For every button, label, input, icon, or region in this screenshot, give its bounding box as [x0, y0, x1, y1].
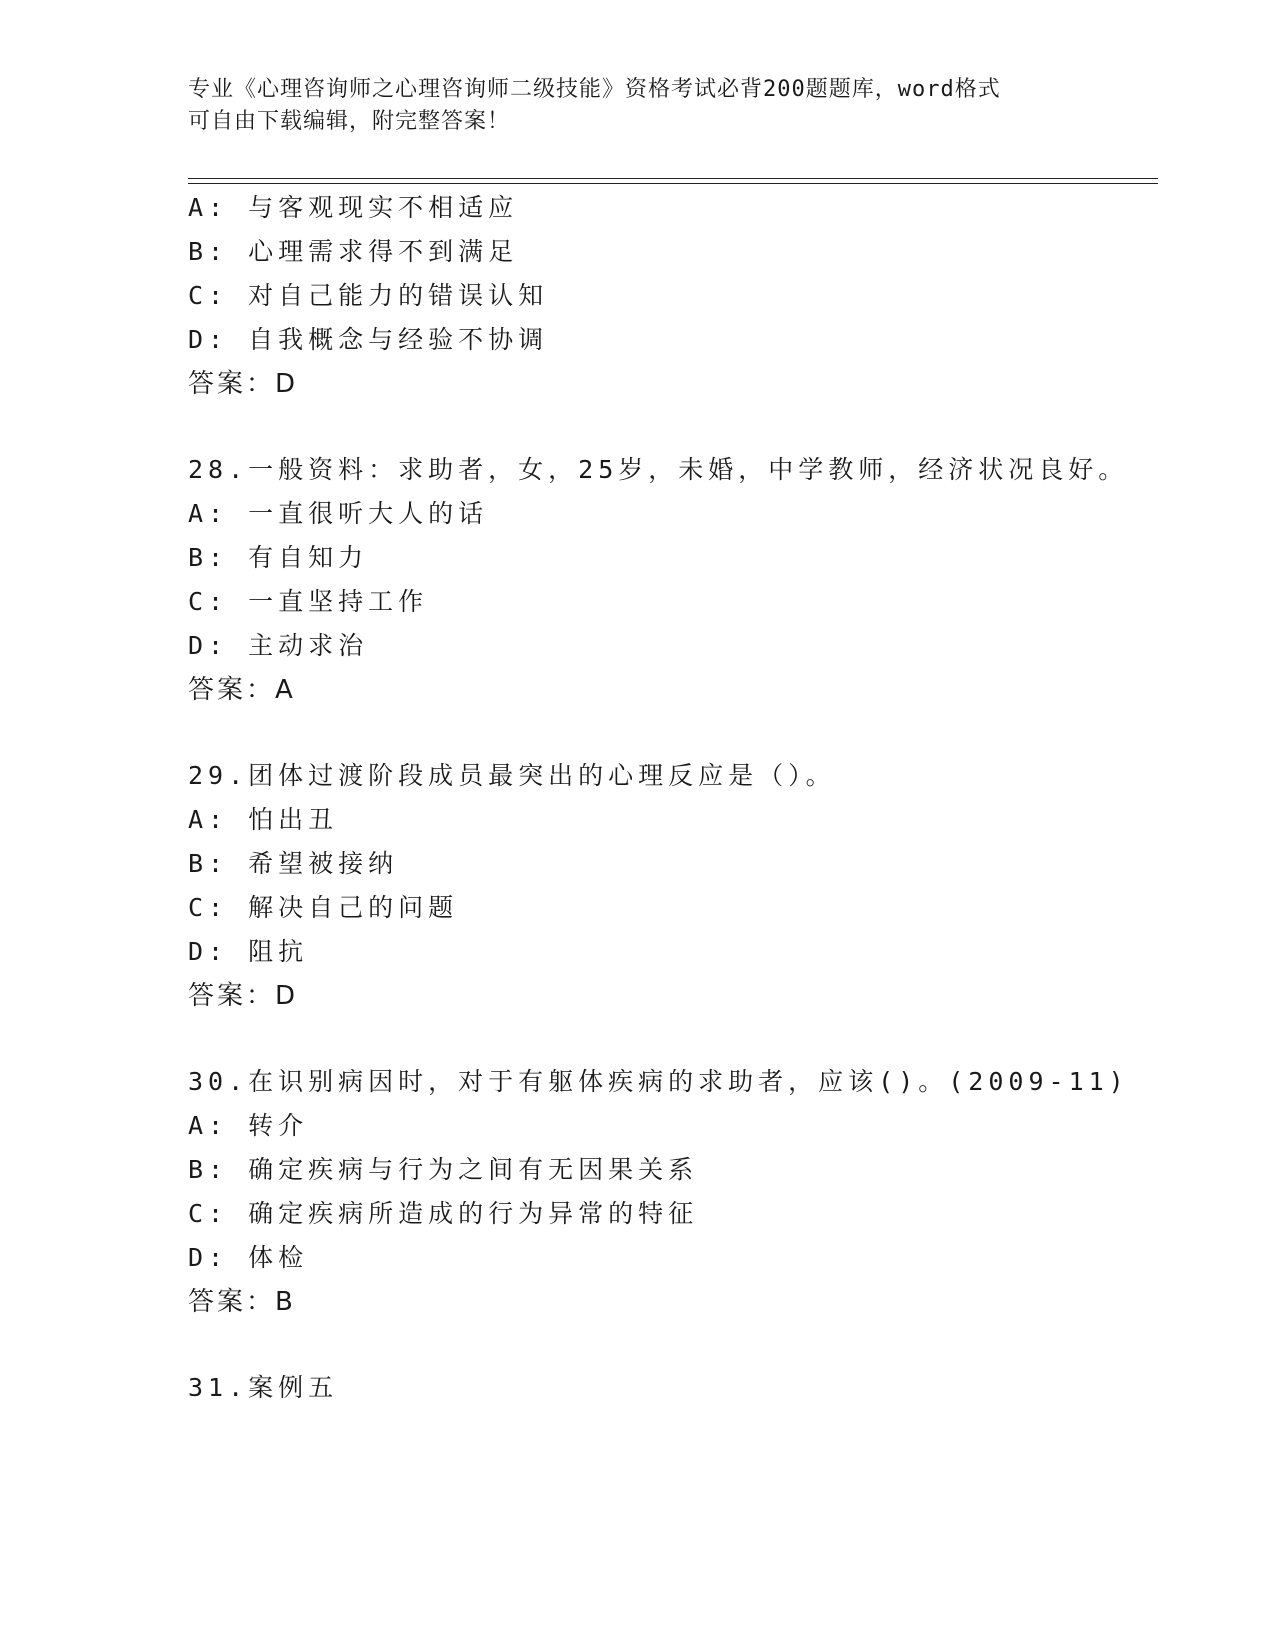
q29-answer: 答案：D — [188, 981, 299, 1011]
header-title-line-2: 可自由下载编辑，附完整答案！ — [188, 109, 511, 134]
q27-option-d: D: 自我概念与经验不协调 — [188, 325, 549, 354]
q27-answer: 答案：D — [188, 369, 299, 399]
header-title-line-1: 专业《心理咨询师之心理咨询师二级技能》资格考试必背200题题库，word格式 — [188, 77, 1001, 102]
q29-option-d: D: 阻抗 — [188, 937, 309, 966]
q27-option-b: B: 心理需求得不到满足 — [188, 237, 519, 266]
q30-answer: 答案：B — [188, 1287, 296, 1317]
q28-option-c: C: 一直坚持工作 — [188, 587, 429, 616]
q27-option-c: C: 对自己能力的错误认知 — [188, 281, 549, 310]
q30-option-a: A: 转介 — [188, 1111, 309, 1140]
q30-option-d: D: 体检 — [188, 1243, 309, 1272]
q31-stem: 31.案例五 — [188, 1373, 339, 1402]
header-divider-bottom — [188, 183, 1158, 184]
q29-option-b: B: 希望被接纳 — [188, 849, 399, 878]
q28-stem: 28.一般资料：求助者，女，25岁，未婚，中学教师，经济状况良好。 — [188, 455, 1129, 484]
q30-option-b: B: 确定疾病与行为之间有无因果关系 — [188, 1155, 699, 1184]
q27-option-a: A: 与客观现实不相适应 — [188, 193, 519, 222]
q30-option-c: C: 确定疾病所造成的行为异常的特征 — [188, 1199, 699, 1228]
header-divider-top — [188, 178, 1158, 179]
q29-option-a: A: 怕出丑 — [188, 805, 339, 834]
q28-option-d: D: 主动求治 — [188, 631, 369, 660]
q28-option-a: A: 一直很听大人的话 — [188, 499, 489, 528]
q29-option-c: C: 解决自己的问题 — [188, 893, 459, 922]
q28-option-b: B: 有自知力 — [188, 543, 369, 572]
document-header — [188, 74, 1088, 138]
q30-stem: 30.在识别病因时，对于有躯体疾病的求助者，应该()。(2009-11) — [188, 1067, 1129, 1096]
q29-stem: 29.团体过渡阶段成员最突出的心理反应是（）。 — [188, 761, 836, 790]
q28-answer: 答案：A — [188, 675, 296, 705]
